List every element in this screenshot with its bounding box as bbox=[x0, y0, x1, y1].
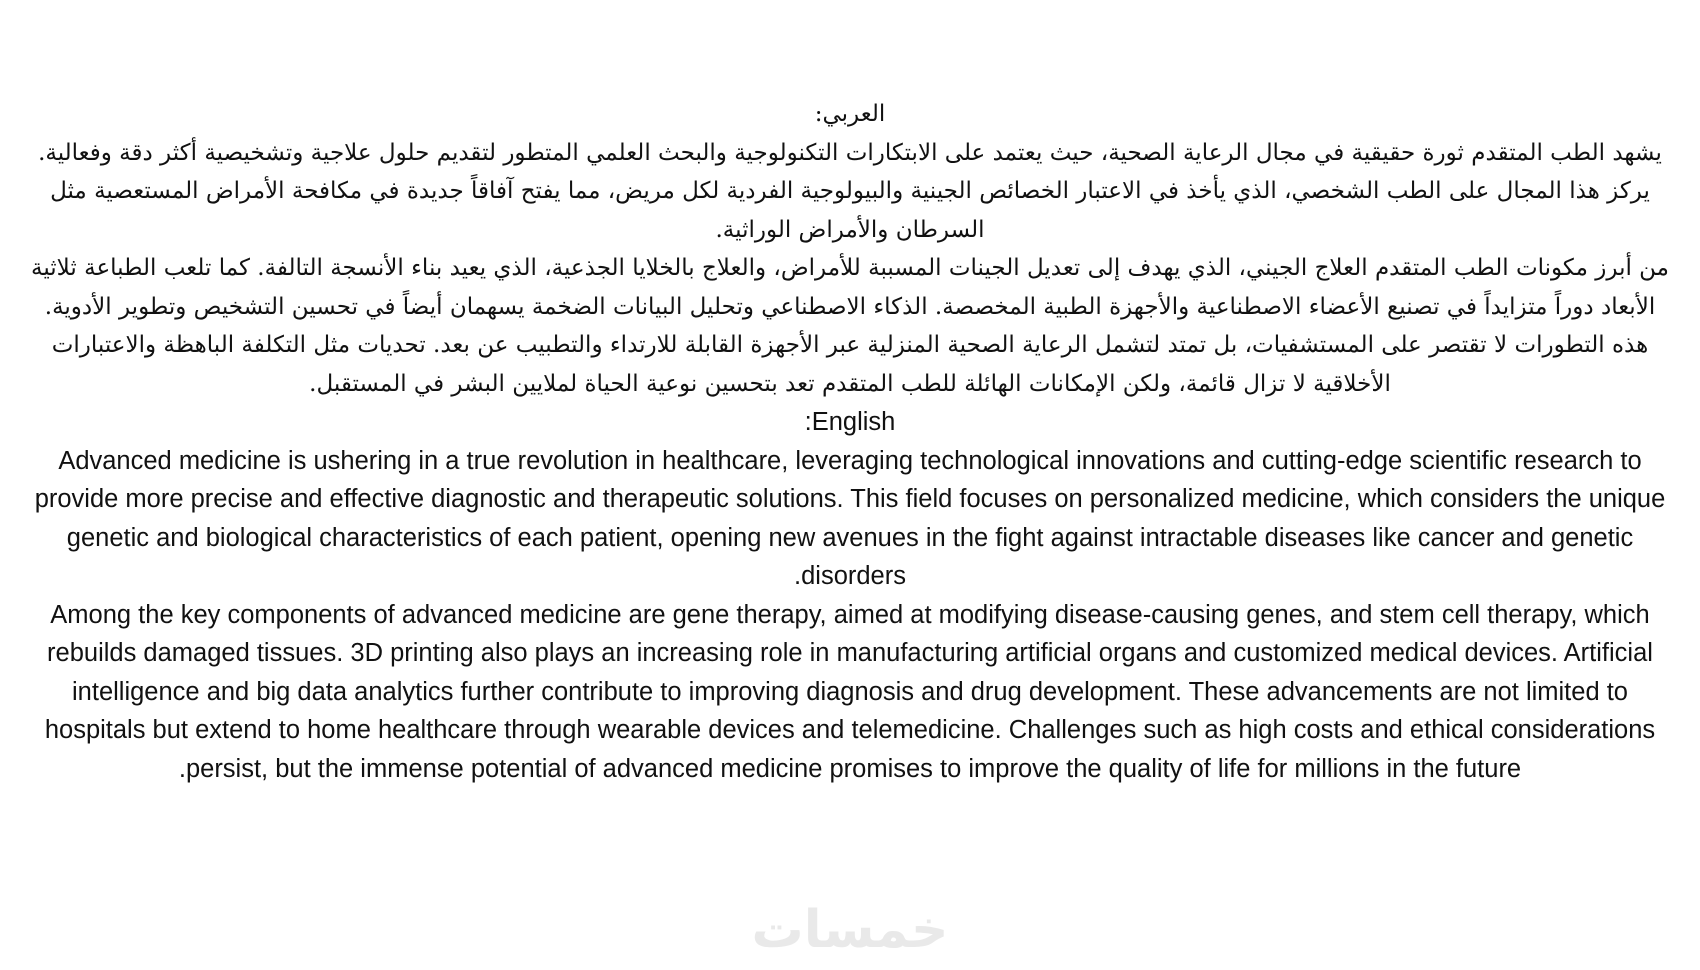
watermark-logo: خمسات bbox=[751, 900, 949, 960]
arabic-paragraph-1: يشهد الطب المتقدم ثورة حقيقية في مجال الرعاية الصحية، حيث يعتمد على الابتكارات التكنولوجية والبحث العلمي المتطور لتقديم حلول علاجية وتشخيصية أكثر دقة وفعالية. يركز هذا المجال على الطب الشخصي، الذي يأخذ في الاعتبار الخصائص الجينية والبيولوجية الفردية لكل مريض، مما يفتح آفاقاً جديدة في مكافحة الأمراض المستعصية مثل السرطان والأمراض الوراثية. bbox=[38, 139, 1662, 243]
arabic-heading: العربي: bbox=[814, 101, 886, 127]
english-heading: English: bbox=[804, 408, 896, 436]
english-paragraph-1: Advanced medicine is ushering in a true revolution in healthcare, leveraging technological innovations and cutting-edge scientific research to provide more precise and effective diagnostic and therapeutic solutions. This field focuses on personalized medicine, which considers the unique genetic and biological characteristics of each patient, opening new avenues in the fight against intractable diseases like cancer and genetic disorders. bbox=[34, 446, 1666, 590]
english-paragraph-2: Among the key components of advanced medicine are gene therapy, aimed at modifying disease-causing genes, and stem cell therapy, which rebuilds damaged tissues. 3D printing also plays an increasing role in manufacturing artificial organs and customized medical devices. Artificial intelligence and big data analytics further contribute to improving diagnosis and drug development. These advancements are not limited to hospitals but extend to home healthcare through wearable devices and telemedicine. Challenges such as high costs and ethical considerations persist, but the immense potential of advanced medicine promises to improve the quality of life for millions in the future. bbox=[44, 600, 1656, 783]
arabic-paragraph-2: من أبرز مكونات الطب المتقدم العلاج الجيني، الذي يهدف إلى تعديل الجينات المسببة للأمراض، والعلاج بالخلايا الجذعية، الذي يعيد بناء الأنسجة التالفة. كما تلعب الطباعة ثلاثية الأبعاد دوراً متزايداً في تصنيع الأعضاء الاصطناعية والأجهزة الطبية المخصصة. الذكاء الاصطناعي وتحليل البيانات الضخمة يسهمان أيضاً في تحسين التشخيص وتطوير الأدوية. هذه التطورات لا تقتصر على المستشفيات، بل تمتد لتشمل الرعاية الصحية المنزلية عبر الأجهزة القابلة للارتداء والتطبيب عن بعد. تحديات مثل التكلفة الباهظة والاعتبارات الأخلاقية لا تزال قائمة، ولكن الإمكانات الهائلة للطب المتقدم تعد بتحسين نوعية الحياة لملايين البشر في المستقبل. bbox=[31, 255, 1669, 397]
